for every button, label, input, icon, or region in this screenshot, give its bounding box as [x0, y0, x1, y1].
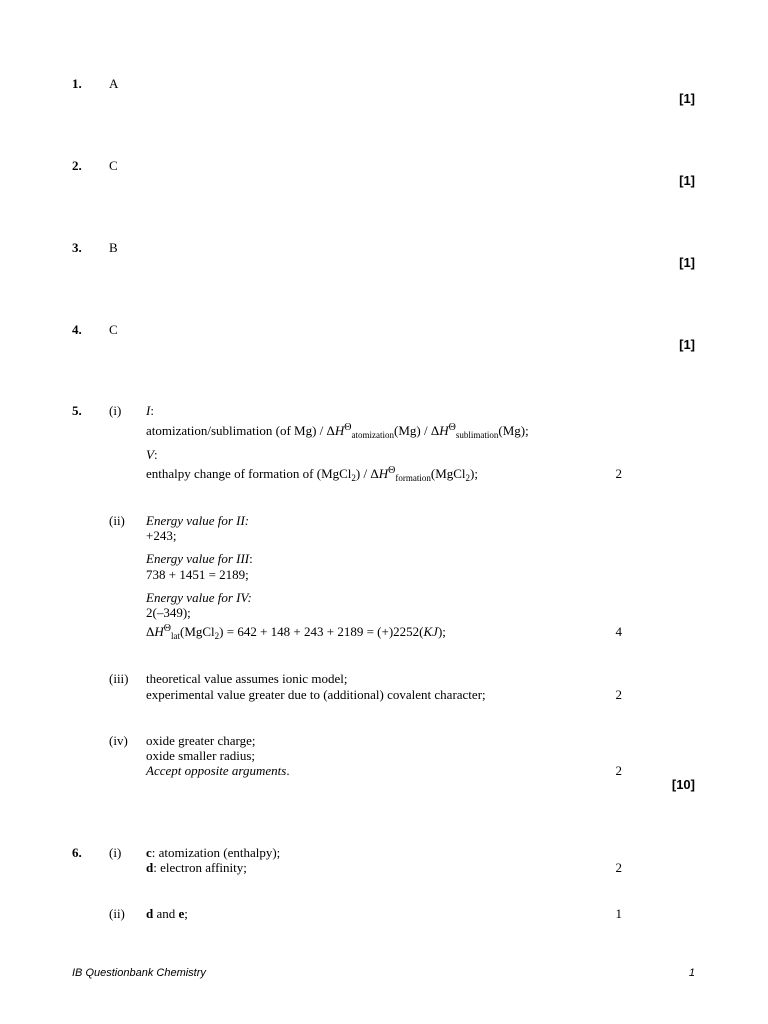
q5-i-marks: 2 — [615, 466, 622, 481]
q6-ii-line: d and e; — [146, 906, 188, 921]
q5-iv-line-1: oxide greater charge; — [146, 733, 256, 748]
q5-part-ii-label: (ii) — [109, 513, 125, 528]
question-4-number: 4. — [72, 322, 82, 337]
q5-iv-marks: 2 — [615, 763, 622, 778]
q6-i-line-1: c: atomization (enthalpy); — [146, 845, 281, 860]
question-2-answer: C — [109, 158, 118, 173]
question-1-total: [1] — [679, 91, 695, 106]
question-2-total: [1] — [679, 173, 695, 188]
q5-i-line-1: I: — [146, 403, 154, 418]
q5-i-line-2: atomization/sublimation (of $Mg) / \Delta H^\Theta_{atomization}(Mg) / \Delta H^\Theta_{sublimation}(Mg)$; — [146, 422, 529, 440]
q5-iii-marks: 2 — [615, 687, 622, 702]
q5-ii-lattice-line: $\Delta H^\Theta_{lat}(MgCl_2) = 642 + 148 + 243 + 2189 = (+)2252(KJ)$; — [146, 623, 446, 641]
q5-ii-energy-3-value: 738 + 1451 = 2189; — [146, 567, 249, 582]
question-2-number: 2. — [72, 158, 82, 173]
q5-part-i-label: (i) — [109, 403, 122, 418]
q5-i-line-4: enthalpy change of formation of (MgCl$_2$) / $\Delta H^\Theta_{formation}(MgCl_2)$; — [146, 465, 478, 483]
q6-i-marks: 2 — [615, 860, 622, 875]
q5-iii-line-1: theoretical value assumes ionic model; — [146, 671, 348, 686]
footer-page-number: 1 — [688, 967, 695, 979]
q5-ii-energy-2-label: Energy value for II: — [146, 513, 250, 528]
question-5-number: 5. — [72, 403, 82, 418]
q5-iii-line-2: experimental value greater due to (additional) covalent character; — [146, 687, 486, 702]
question-3-total: [1] — [679, 255, 695, 270]
q5-ii-marks: 4 — [615, 624, 622, 639]
q6-part-i-label: (i) — [109, 845, 122, 860]
question-1-answer: A — [109, 76, 119, 91]
q5-ii-energy-2-value: +243; — [146, 528, 177, 543]
question-4-answer: C — [109, 322, 118, 337]
q5-part-iii-label: (iii) — [109, 671, 129, 686]
question-3-number: 3. — [72, 240, 82, 255]
q5-iv-line-2: oxide smaller radius; — [146, 748, 256, 763]
q5-part-iv-label: (iv) — [109, 733, 128, 748]
q5-i-line-3: V: — [146, 447, 158, 462]
q6-ii-marks: 1 — [615, 906, 622, 921]
q6-part-ii-label: (ii) — [109, 906, 125, 921]
q5-ii-energy-4-value: 2(–349); — [146, 605, 191, 620]
question-3-answer: B — [109, 240, 118, 255]
q5-ii-energy-4-label: Energy value for IV: — [146, 590, 252, 605]
q5-ii-energy-3-label: Energy value for III: — [146, 551, 253, 566]
question-1-number: 1. — [72, 76, 82, 91]
q6-i-line-2: d: electron affinity; — [146, 860, 247, 875]
footer-title: IB Questionbank Chemistry — [72, 967, 206, 979]
question-6-number: 6. — [72, 845, 82, 860]
q5-iv-line-3: Accept opposite arguments. — [146, 763, 290, 778]
question-5-total: [10] — [671, 777, 695, 792]
question-4-total: [1] — [679, 337, 695, 352]
